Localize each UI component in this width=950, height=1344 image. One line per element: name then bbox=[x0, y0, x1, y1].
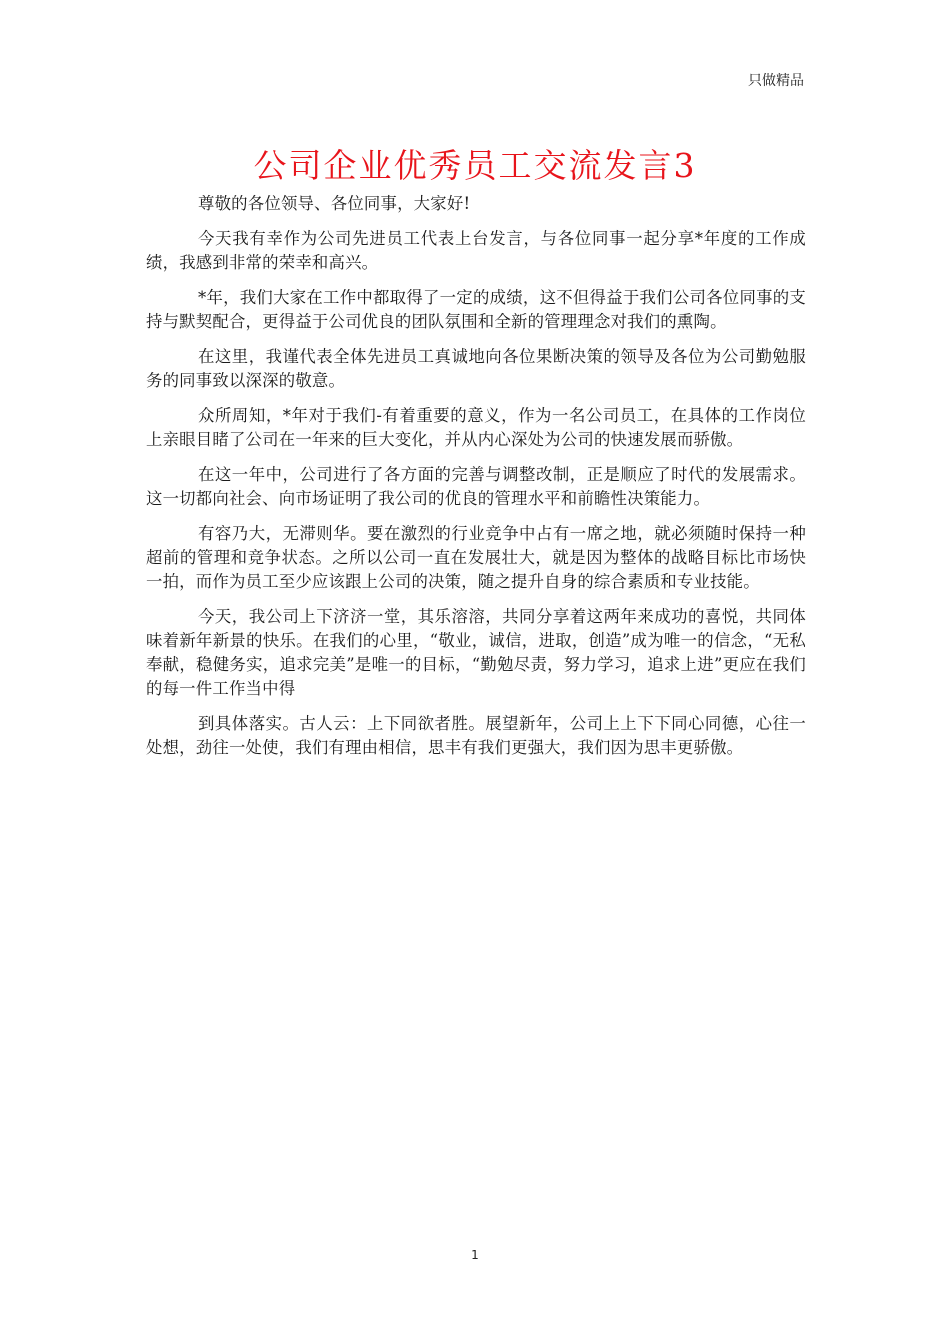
document-title: 公司企业优秀员工交流发言3 bbox=[253, 146, 697, 185]
paragraph: *年，我们大家在工作中都取得了一定的成绩，这不但得益于我们公司各位同事的支持与默契配合，更得益于公司优良的团队氛围和全新的管理理念对我们的熏陶。 bbox=[146, 288, 806, 331]
paragraph-greeting: 尊敬的各位领导、各位同事，大家好! bbox=[198, 194, 471, 213]
document-body bbox=[146, 192, 806, 771]
paragraph: 在这一年中，公司进行了各方面的完善与调整改制，正是顺应了时代的发展需求。这一切都向社会、向市场证明了我公司的优良的管理水平和前瞻性决策能力。 bbox=[146, 465, 806, 508]
paragraph: 今天我有幸作为公司先进员工代表上台发言，与各位同事一起分享*年度的工作成绩，我感到非常的荣幸和高兴。 bbox=[146, 229, 806, 272]
paragraph: 有容乃大，无滞则华。要在激烈的行业竞争中占有一席之地，就必须随时保持一种超前的管理和竞争状态。之所以公司一直在发展壮大，就是因为整体的战略目标比市场快一拍，而作为员工至少应该跟上公司的决策，随之提升自身的综合素质和专业技能。 bbox=[146, 524, 806, 591]
paragraph: 今天，我公司上下济济一堂，其乐溶溶，共同分享着这两年来成功的喜悦，共同体味着新年新景的快乐。在我们的心里，“敬业，诚信，进取，创造”成为唯一的信念，“无私奉献，稳健务实，追求完美”是唯一的目标，“勤勉尽责，努力学习，追求上进”更应在我们的每一件工作当中得 bbox=[146, 607, 806, 698]
paragraph: 到具体落实。古人云：上下同欲者胜。展望新年，公司上上下下同心同德，心往一处想，劲往一处使，我们有理由相信，思丰有我们更强大，我们因为思丰更骄傲。 bbox=[146, 714, 806, 757]
paragraph: 众所周知，*年对于我们-有着重要的意义，作为一名公司员工，在具体的工作岗位上亲眼目睹了公司在一年来的巨大变化，并从内心深处为公司的快速发展而骄傲。 bbox=[146, 406, 806, 449]
page-number: 1 bbox=[471, 1248, 479, 1262]
header-note: 只做精品 bbox=[748, 73, 804, 89]
paragraph: 在这里，我谨代表全体先进员工真诚地向各位果断决策的领导及各位为公司勤勉服务的同事致以深深的敬意。 bbox=[146, 347, 806, 390]
